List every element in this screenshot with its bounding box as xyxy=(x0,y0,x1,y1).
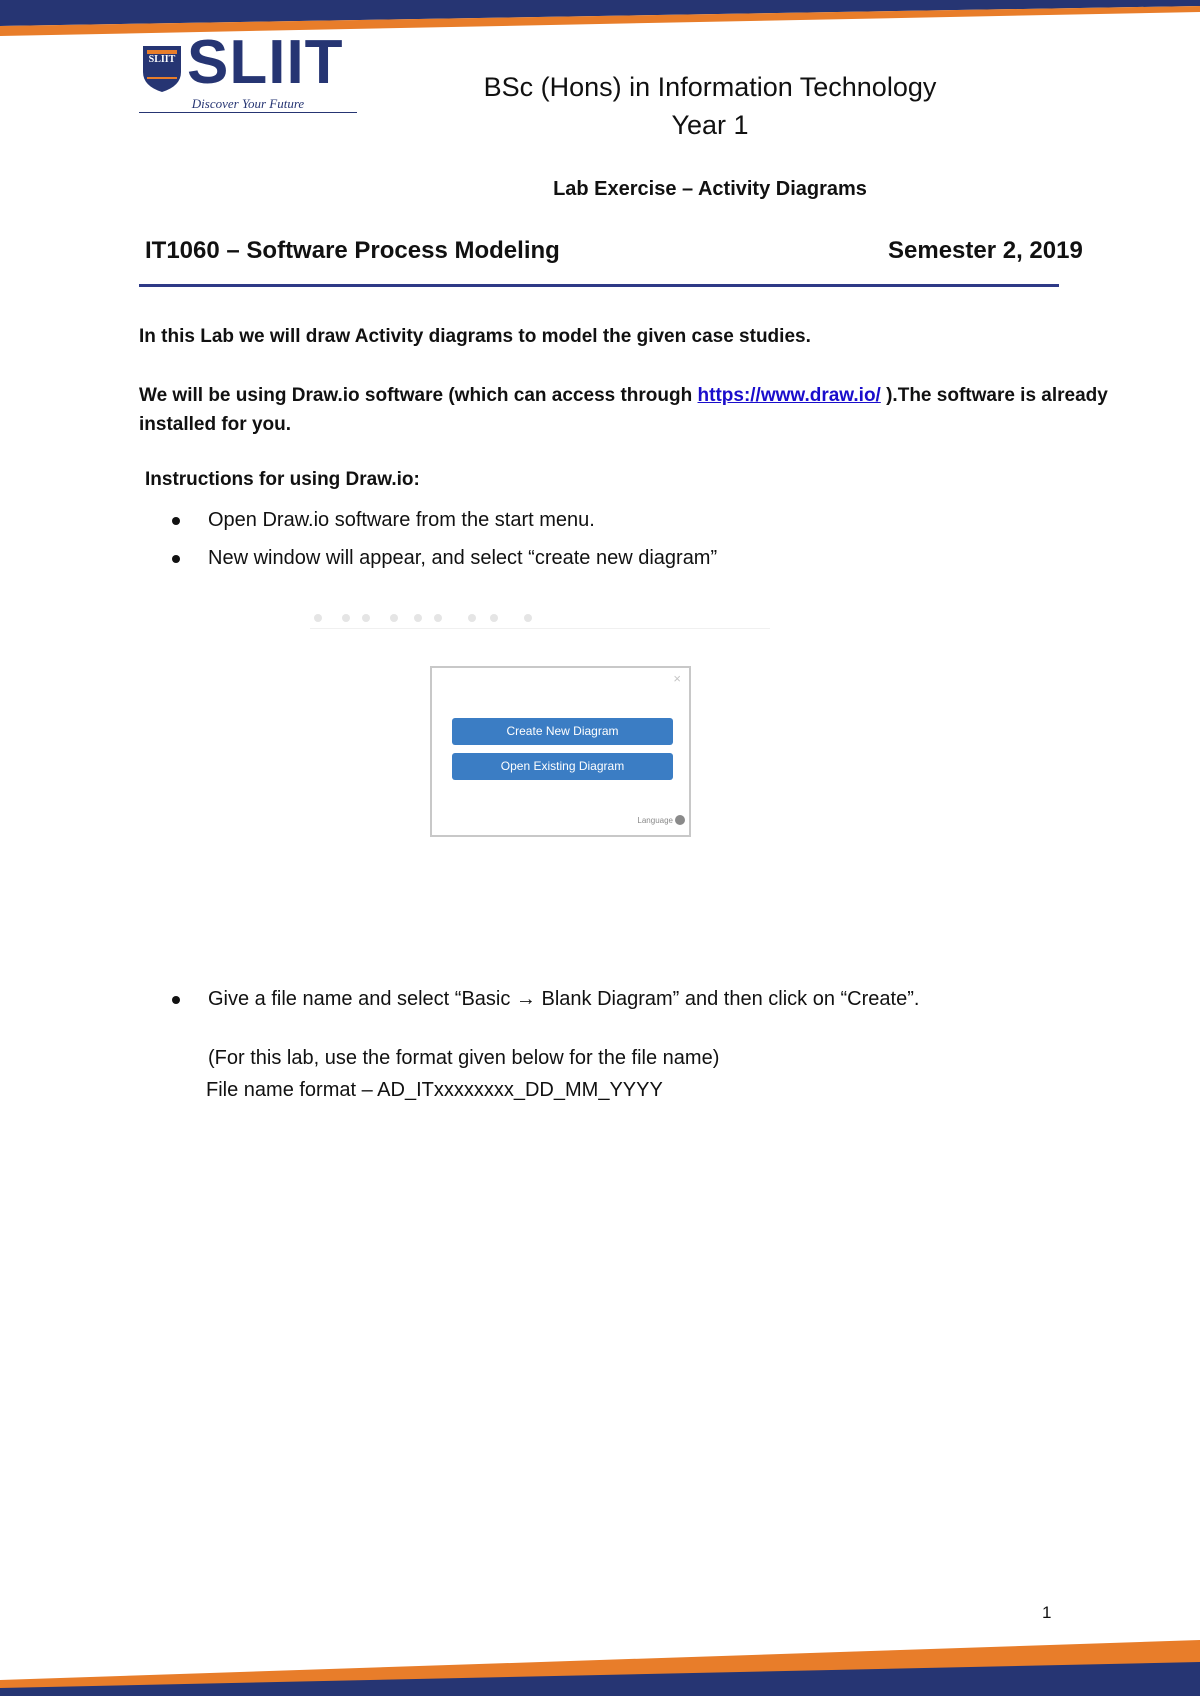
toolbar-dot-icon xyxy=(468,614,476,622)
software-text-prefix: We will be using Draw.io software (which can access through xyxy=(139,385,698,406)
toolbar-dot-icon xyxy=(524,614,532,622)
open-existing-diagram-button[interactable]: Open Existing Diagram xyxy=(452,753,673,780)
toolbar-dot-icon xyxy=(414,614,422,622)
filename-note: (For this lab, use the format given below for the file name) xyxy=(208,1047,720,1069)
program-title: BSc (Hons) in Information Technology xyxy=(483,72,937,102)
bullet-icon xyxy=(172,996,180,1004)
lab-title: Lab Exercise – Activity Diagrams xyxy=(553,178,867,200)
toolbar-dot-icon xyxy=(314,614,322,622)
list-item-text: Open Draw.io software from the start menu. xyxy=(208,509,595,531)
toolbar-dot-icon xyxy=(434,614,442,622)
list-item-text: Give a file name and select “Basic → Blank Diagram” and then click on “Create”. xyxy=(208,988,920,1010)
drawio-link[interactable]: https://www.draw.io/ xyxy=(697,385,881,406)
globe-icon[interactable] xyxy=(675,815,685,825)
bullet-icon xyxy=(172,555,180,563)
filename-format: File name format – AD_ITxxxxxxxx_DD_MM_YYYY xyxy=(206,1079,663,1101)
toolbar-dot-icon xyxy=(390,614,398,622)
top-decorative-band xyxy=(0,0,1200,40)
crest-text: SLIIT xyxy=(148,54,176,65)
close-icon[interactable]: × xyxy=(673,671,681,686)
drawio-start-dialog xyxy=(430,666,691,837)
crest-icon xyxy=(141,42,183,92)
page-number: 1 xyxy=(1042,1603,1052,1622)
toolbar-divider xyxy=(310,628,770,629)
create-new-diagram-button[interactable]: Create New Diagram xyxy=(452,718,673,745)
brand-tagline: Discover Your Future xyxy=(191,96,305,111)
toolbar-dot-icon xyxy=(490,614,498,622)
software-paragraph xyxy=(139,381,1139,439)
software-text-suffix: ).The software is already installed for you. xyxy=(139,385,1108,435)
bottom-decorative-band xyxy=(0,1640,1200,1696)
brand-name: SLIIT xyxy=(187,28,344,97)
faded-toolbar-strip xyxy=(310,608,770,630)
intro-paragraph: In this Lab we will draw Activity diagrams to model the given case studies. xyxy=(139,326,811,347)
semester-label: Semester 2, 2019 xyxy=(888,237,1083,264)
year-title: Year 1 xyxy=(671,110,749,140)
bullet-icon xyxy=(172,517,180,525)
toolbar-dot-icon xyxy=(342,614,350,622)
toolbar-dot-icon xyxy=(362,614,370,622)
logo-underline xyxy=(139,112,357,113)
course-title: IT1060 – Software Process Modeling xyxy=(145,237,560,264)
sliit-logo xyxy=(139,28,359,118)
list-item-text: New window will appear, and select “create new diagram” xyxy=(208,547,718,569)
instructions-heading: Instructions for using Draw.io: xyxy=(145,469,420,490)
header-divider xyxy=(139,284,1059,287)
language-link[interactable]: Language xyxy=(637,816,673,825)
